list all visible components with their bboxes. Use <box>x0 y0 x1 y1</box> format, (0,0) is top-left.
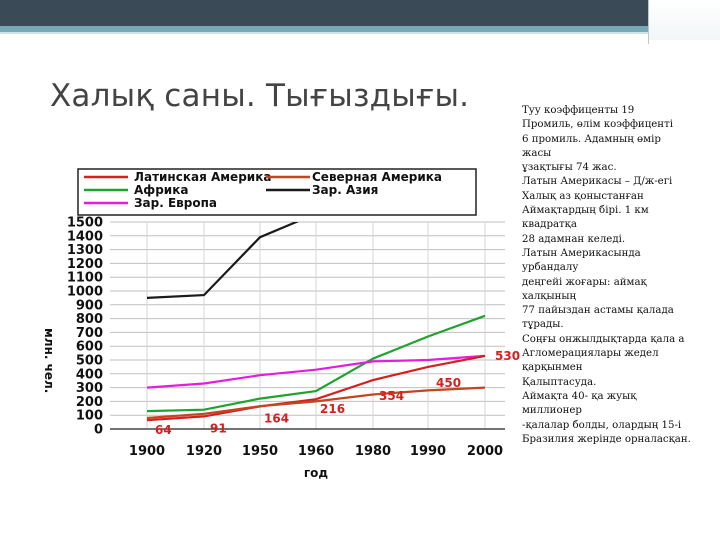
x-tick-label: 1980 <box>354 444 392 459</box>
body-line: халқының <box>522 290 577 302</box>
body-line: 28 адамнан келеді. <box>522 233 626 245</box>
body-line: Агломерациялары жедел <box>522 348 659 360</box>
y-tick-label: 700 <box>75 325 103 341</box>
x-axis-label: год <box>303 466 329 480</box>
body-line: тұрады. <box>522 319 564 331</box>
body-line: Қалыптасуда. <box>522 376 597 388</box>
legend-label: Африка <box>134 183 189 197</box>
body-line: миллионер <box>522 405 582 417</box>
data-label: 64 <box>155 423 172 438</box>
slide-title: Халық саны. Тығыздығы. <box>50 78 470 114</box>
y-tick-label: 1400 <box>66 229 103 245</box>
y-tick-label: 100 <box>75 408 103 424</box>
body-line: Соңғы онжылдықтарда қала а <box>522 333 685 345</box>
body-line: 6 промиль. Адамның өмір <box>522 133 661 145</box>
body-line: Латын Америкасы – Д/ж-егі <box>522 176 673 188</box>
body-line: квадратқа <box>522 219 577 231</box>
data-label: 91 <box>210 421 227 436</box>
y-tick-label: 1100 <box>66 270 103 286</box>
x-tick-label: 2000 <box>466 444 504 459</box>
data-label: 354 <box>379 389 405 404</box>
x-tick-label: 1950 <box>241 444 279 459</box>
x-tick-label: 1960 <box>297 444 335 459</box>
x-tick-label: 1920 <box>185 444 223 459</box>
y-tick-label: 1000 <box>66 284 103 300</box>
body-line: Аймақтардың бірі. 1 км <box>522 205 649 217</box>
y-tick-label: 1200 <box>66 256 103 272</box>
y-tick-label: 400 <box>75 367 103 383</box>
body-line: деңгейі жоғары: аймақ <box>522 276 647 288</box>
x-tick-label: 1900 <box>128 444 166 459</box>
data-label: 450 <box>436 375 462 390</box>
legend-label: Северная Америка <box>312 170 443 184</box>
body-line: ұзақтығы 74 жас. <box>522 162 617 174</box>
body-line: жасы <box>522 147 552 159</box>
series-line <box>147 214 316 298</box>
y-tick-label: 500 <box>75 353 103 369</box>
data-label: 164 <box>264 411 290 426</box>
body-line: Бразилия жерінде орналасқан. <box>522 433 691 445</box>
chart-legend <box>78 169 476 215</box>
y-tick-label: 200 <box>75 394 103 410</box>
y-tick-label: 800 <box>75 312 103 328</box>
y-tick-label: 900 <box>75 298 103 314</box>
legend-label: Зар. Азия <box>312 183 379 197</box>
body-line: Халық аз қоныстанған <box>522 190 644 202</box>
data-label: 216 <box>320 402 346 417</box>
y-tick-label: 1500 <box>66 215 103 231</box>
chart-grid <box>110 222 505 429</box>
body-line: Аймақта 40- қа жуық <box>522 390 637 402</box>
body-line: -қалалар болды, олардың 15-і <box>522 419 682 431</box>
x-axis-ticks <box>129 444 503 459</box>
body-line: урбандалу <box>522 262 579 274</box>
body-line: Промиль, өлім коэффиценті <box>522 119 673 131</box>
legend-label: Латинская Америка <box>134 170 272 184</box>
legend-label: Зар. Европа <box>134 196 217 210</box>
body-line: 77 пайыздан астамы қалада <box>522 305 674 317</box>
body-line: Туу коэффиценты 19 <box>522 105 635 116</box>
data-label: 530 <box>495 348 521 363</box>
y-tick-label: 0 <box>93 422 103 438</box>
body-line: Латын Америкасында <box>522 247 641 259</box>
y-tick-label: 600 <box>75 339 103 355</box>
y-tick-label: 300 <box>75 381 103 397</box>
body-line: қарқынмен <box>522 362 583 374</box>
y-axis-label: млн. чел. <box>42 328 56 394</box>
y-tick-label: 1300 <box>66 243 103 259</box>
x-tick-label: 1990 <box>409 444 447 459</box>
y-axis-ticks <box>67 216 103 438</box>
